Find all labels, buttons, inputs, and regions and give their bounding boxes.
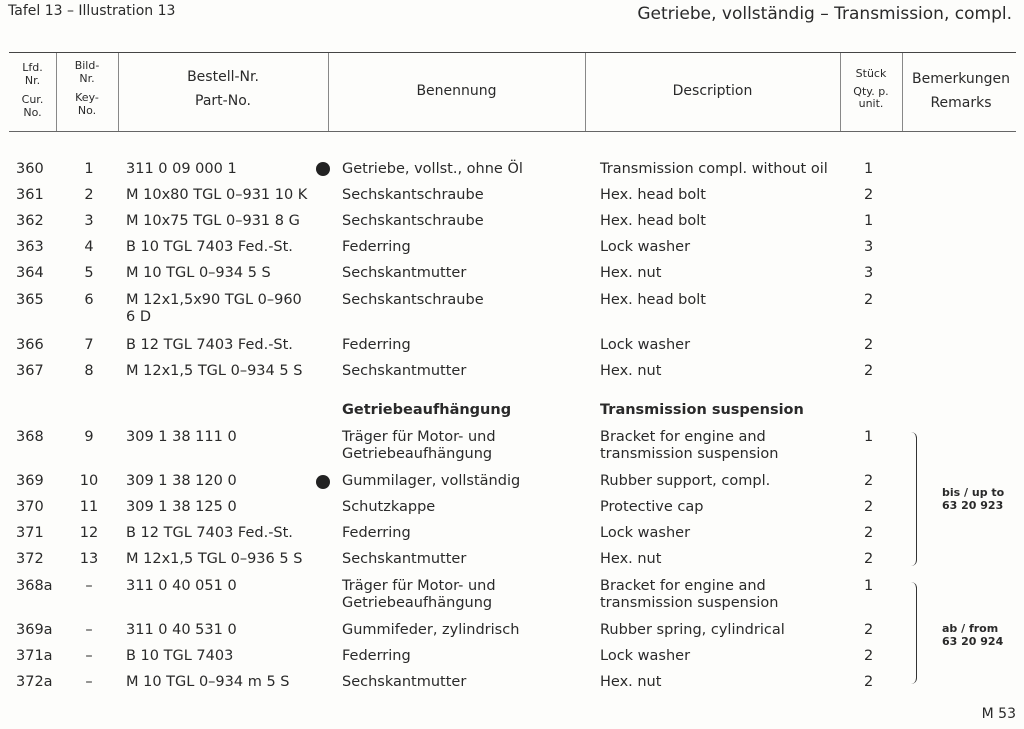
cell-benennung: Träger für Motor- und [342,578,496,594]
cell-description: Hex. nut [600,551,662,567]
group-brace [908,582,917,684]
cell-description: Hex. head bolt [600,292,706,308]
cell-description: Hex. nut [600,674,662,690]
cell-part-no: M 12x1,5 TGL 0–936 5 S [126,551,303,567]
cell-benennung: Sechskantschraube [342,187,484,203]
cell-description: Lock washer [600,648,691,664]
cell-qty: 1 [864,578,874,594]
cell-description: Protective cap [600,499,704,515]
cell-description: Hex. nut [600,363,662,379]
cell-key-nr: – [85,674,93,690]
cell-key-nr: 10 [79,473,99,489]
cell-benennung: Gummilager, vollständig [342,473,521,489]
cell-part-no: M 10x80 TGL 0–931 10 K [126,187,308,203]
cell-key-nr: 13 [79,551,99,567]
cell-description: Hex. head bolt [600,187,706,203]
cell-lfd-nr: 360 [16,161,44,177]
cell-qty: 2 [864,622,874,638]
cell-qty: 2 [864,648,874,664]
cell-benennung-cont: Getriebeaufhängung [342,595,493,611]
cell-key-nr: 5 [84,265,94,281]
group-brace [908,432,917,566]
cell-part-no: 309 1 38 111 0 [126,429,237,445]
cell-qty: 2 [864,525,874,541]
cell-key-nr: 3 [84,213,94,229]
cell-part-no: B 12 TGL 7403 Fed.-St. [126,337,293,353]
cell-benennung: Träger für Motor- und [342,429,496,445]
cell-benennung: Gummifeder, zylindrisch [342,622,520,638]
cell-key-nr: 9 [84,429,94,445]
col-header-lfd: Lfd. Nr. Cur. No. [21,61,44,119]
cell-benennung: Sechskantmutter [342,265,467,281]
cell-key-nr: – [85,622,93,638]
cell-qty: 3 [864,265,874,281]
cell-description: Rubber support, compl. [600,473,771,489]
cell-description-cont: transmission suspension [600,446,779,462]
cell-part-no: M 10 TGL 0–934 5 S [126,265,271,281]
cell-qty: 2 [864,363,874,379]
cell-description: Rubber spring, cylindrical [600,622,785,638]
cell-qty: 3 [864,239,874,255]
cell-lfd-nr: 363 [16,239,44,255]
cell-description: Bracket for engine and [600,578,766,594]
cell-part-no: M 12x1,5x90 TGL 0–960 [126,292,302,308]
cell-part-no: B 12 TGL 7403 Fed.-St. [126,525,293,541]
cell-description: Transmission compl. without oil [600,161,828,177]
cell-description: Lock washer [600,337,691,353]
col-header-description: Description [672,83,753,99]
cell-key-nr: 12 [79,525,99,541]
cell-part-no: 309 1 38 125 0 [126,499,237,515]
cell-benennung: Sechskantschraube [342,292,484,308]
cell-part-no: 311 0 40 051 0 [126,578,237,594]
cell-part-no: 309 1 38 120 0 [126,473,237,489]
cell-benennung: Federring [342,525,411,541]
cell-qty: 2 [864,499,874,515]
section-title-de: Getriebeaufhängung [342,402,512,418]
cell-key-nr: 2 [84,187,94,203]
section-title-en: Transmission suspension [600,402,804,418]
cell-description-cont: transmission suspension [600,595,779,611]
cell-part-no: B 10 TGL 7403 Fed.-St. [126,239,293,255]
cell-lfd-nr: 372a [16,674,53,690]
cell-key-nr: 4 [84,239,94,255]
cell-lfd-nr: 369 [16,473,44,489]
cell-benennung: Schutzkappe [342,499,436,515]
remark-up-to: bis / up to 63 20 923 [942,486,1005,512]
cell-description: Bracket for engine and [600,429,766,445]
col-header-benennung: Benennung [416,83,497,99]
cell-part-no: M 10 TGL 0–934 m 5 S [126,674,290,690]
cell-benennung: Sechskantschraube [342,213,484,229]
cell-lfd-nr: 368a [16,578,53,594]
cell-description: Lock washer [600,239,691,255]
cell-lfd-nr: 361 [16,187,44,203]
cell-qty: 2 [864,551,874,567]
cell-benennung: Sechskantmutter [342,551,467,567]
cell-part-no: B 10 TGL 7403 [126,648,234,664]
header-top-rule [9,52,1016,53]
cell-lfd-nr: 371 [16,525,44,541]
cell-description: Hex. head bolt [600,213,706,229]
cell-benennung: Getriebe, vollst., ohne Öl [342,161,523,177]
col-header-remarks: Bemerkungen Remarks [911,71,1011,111]
cell-key-nr: – [85,648,93,664]
cell-lfd-nr: 372 [16,551,44,567]
cell-qty: 1 [864,161,874,177]
cell-lfd-nr: 370 [16,499,44,515]
cell-key-nr: 11 [79,499,99,515]
cell-key-nr: 8 [84,363,94,379]
cell-part-no: 311 0 40 531 0 [126,622,237,638]
cell-key-nr: 7 [84,337,94,353]
cell-lfd-nr: 367 [16,363,44,379]
cell-lfd-nr: 368 [16,429,44,445]
cell-qty: 1 [864,213,874,229]
cell-lfd-nr: 362 [16,213,44,229]
page-number: M 53 [981,706,1016,722]
cell-benennung: Sechskantmutter [342,674,467,690]
cell-key-nr: 1 [84,161,94,177]
cell-qty: 2 [864,187,874,203]
col-header-part: Bestell-Nr. Part-No. [187,69,259,109]
cell-part-no: M 10x75 TGL 0–931 8 G [126,213,300,229]
cell-benennung: Federring [342,648,411,664]
cell-key-nr: 6 [84,292,94,308]
bullet-marker [316,162,330,176]
cell-benennung: Federring [342,337,411,353]
cell-lfd-nr: 366 [16,337,44,353]
header-bottom-rule [9,131,1016,132]
cell-lfd-nr: 364 [16,265,44,281]
cell-part-no-cont: 6 D [126,309,151,325]
col-header-bild: Bild- Nr. Key- No. [74,59,100,117]
cell-description: Lock washer [600,525,691,541]
cell-part-no: 311 0 09 000 1 [126,161,237,177]
cell-benennung: Federring [342,239,411,255]
page-header-title: Getriebe, vollständig – Transmission, compl. [637,4,1012,24]
cell-lfd-nr: 371a [16,648,53,664]
cell-qty: 2 [864,473,874,489]
cell-benennung-cont: Getriebeaufhängung [342,446,493,462]
cell-qty: 2 [864,337,874,353]
remark-from: ab / from 63 20 924 [942,622,1004,648]
bullet-marker [316,475,330,489]
cell-qty: 2 [864,292,874,308]
cell-qty: 1 [864,429,874,445]
cell-part-no: M 12x1,5 TGL 0–934 5 S [126,363,303,379]
cell-description: Hex. nut [600,265,662,281]
col-header-qty: Stück Qty. p. unit. [853,67,889,111]
cell-benennung: Sechskantmutter [342,363,467,379]
cell-lfd-nr: 369a [16,622,53,638]
page-header-left: Tafel 13 – Illustration 13 [8,3,176,19]
cell-key-nr: – [85,578,93,594]
cell-lfd-nr: 365 [16,292,44,308]
cell-qty: 2 [864,674,874,690]
